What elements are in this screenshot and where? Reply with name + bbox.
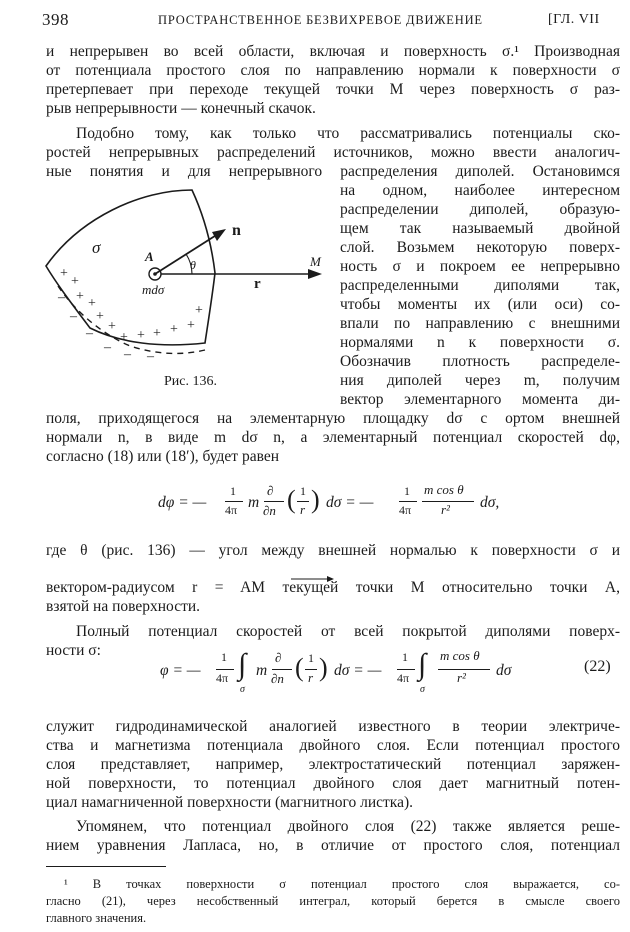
plus-sign: + bbox=[153, 326, 161, 341]
eq1-partial-bar bbox=[264, 501, 284, 502]
text-line: ные понятия и для непрерывного распределения диполей. Остановимся bbox=[46, 163, 620, 180]
label-m: M bbox=[310, 254, 321, 269]
footnote-rule bbox=[46, 866, 166, 867]
eq1-frac1-bar bbox=[225, 501, 243, 502]
text-line: нормалями n к поверхности σ. bbox=[340, 334, 620, 351]
normal-arrowhead bbox=[212, 229, 226, 241]
eq2-frac1-num: 1 bbox=[221, 650, 227, 664]
plus-sign: + bbox=[71, 274, 79, 289]
text-line: взятой на поверхности. bbox=[46, 598, 201, 615]
figure-diagram bbox=[40, 178, 336, 368]
eq2-dsigma: dσ = — bbox=[334, 662, 382, 679]
text-line: ность σ и покроем ее непрерывно bbox=[340, 258, 620, 275]
vector-arrow-am bbox=[290, 570, 334, 578]
eq2-lhs: φ = — bbox=[160, 662, 201, 679]
eq1-frac3-den: r² bbox=[441, 502, 450, 517]
running-title: ПРОСТРАНСТВЕННОЕ БЕЗВИХРЕВОЕ ДВИЖЕНИЕ bbox=[158, 13, 483, 27]
footnote-line: главного значения. bbox=[46, 911, 147, 925]
minus-sign: – bbox=[147, 349, 154, 364]
text-line: ростей непрерывных распределений источников, можно ввести аналогич- bbox=[46, 144, 620, 161]
label-theta: θ bbox=[190, 258, 196, 272]
text-line: и непрерывен во всей области, включая и поверхность σ.¹ Производная bbox=[46, 43, 620, 60]
text-line: претерпевает при переходе текущей точки M через поверхность σ раз- bbox=[46, 81, 620, 98]
text-line: нормали n, в виде m dσ n, а элементарный потенциал скоростей dφ, bbox=[46, 429, 620, 446]
text-line: поля, приходящегося на элементарную площадку dσ с ортом внешней bbox=[46, 410, 620, 427]
minus-sign: – bbox=[58, 290, 65, 305]
text-line: распределенными диполями так, bbox=[340, 277, 620, 294]
plus-sign: + bbox=[137, 328, 145, 343]
plus-sign: + bbox=[76, 289, 84, 304]
eq2-frac1-bar bbox=[216, 669, 234, 670]
plus-sign: + bbox=[108, 319, 116, 334]
eq2-partial-num: ∂ bbox=[275, 650, 282, 665]
eq1-partial-den: ∂n bbox=[263, 503, 276, 518]
equation-number: (22) bbox=[584, 658, 611, 675]
plus-sign: + bbox=[120, 330, 128, 345]
text-line: нием уравнения Лапласа, но, в отличие от простого слоя, потенциал bbox=[46, 837, 620, 854]
text-line: на одном, наиболее интересном bbox=[340, 182, 620, 199]
minus-sign: – bbox=[124, 347, 131, 362]
eq1-frac1-num: 1 bbox=[230, 484, 236, 498]
text-line: слоя представляет, например, электростатический потенциал заряжен- bbox=[46, 756, 620, 773]
eq2-partial-bar bbox=[272, 669, 292, 670]
plus-sign: + bbox=[195, 303, 203, 318]
text-line: рыв непрерывности — конечный скачок. bbox=[46, 100, 316, 117]
footnote-line: ¹ В точках поверхности σ потенциал простого слоя выражается, со- bbox=[64, 877, 620, 891]
eq2-integral-1: ∫ bbox=[238, 648, 247, 681]
text-line: Полный потенциал скоростей от всей покрытой диполями поверх- bbox=[76, 623, 620, 640]
eq1-frac2-bar bbox=[399, 501, 417, 502]
eq2-frac1-den: 4π bbox=[216, 671, 229, 685]
eq1-inner-den: r bbox=[300, 502, 306, 517]
eq2-frac3-num: m cos θ bbox=[440, 648, 480, 663]
figure-caption: Рис. 136. bbox=[164, 374, 217, 389]
eq1-tail: dσ, bbox=[480, 494, 500, 511]
eq1-partial-num: ∂ bbox=[267, 483, 274, 498]
text-line: Обозначив плотность распределе- bbox=[340, 353, 620, 370]
text-line: от потенциала простого слоя по направлению нормали к поверхности σ bbox=[46, 62, 620, 79]
text-line: слой. Возьмем некоторую поверх- bbox=[340, 239, 620, 256]
eq1-paren-left: ( bbox=[287, 485, 296, 514]
minus-sign: – bbox=[104, 340, 111, 355]
eq1-frac2-den: 4π bbox=[399, 503, 412, 517]
text-line: впали по направлению с внешними bbox=[340, 315, 620, 332]
eq1-m: m bbox=[248, 494, 260, 511]
label-sigma: σ bbox=[92, 238, 101, 257]
eq2-paren-right: ) bbox=[319, 653, 328, 682]
eq2-frac2-num: 1 bbox=[402, 650, 408, 664]
text-line: циал намагниченной поверхности (магнитного листка). bbox=[46, 794, 414, 811]
text-line: согласно (18) или (18′), будет равен bbox=[46, 448, 279, 465]
text-line: ной поверхности, то потенциал двойного слоя дает магнитный потен- bbox=[46, 775, 620, 792]
label-n: n bbox=[232, 222, 241, 239]
text-line: служит гидродинамической аналогией известного в теории электриче- bbox=[46, 718, 620, 735]
text-line: Подобно тому, как только что рассматривались потенциалы ско- bbox=[76, 125, 620, 142]
text-line: вектор элементарного момента ди- bbox=[340, 391, 620, 408]
figure-136 bbox=[40, 178, 336, 398]
text-line: распределении диполей, образую- bbox=[340, 201, 620, 218]
chapter-label: [ГЛ. VII bbox=[548, 12, 600, 27]
text-line: чтобы моменты их (или оси) со- bbox=[340, 296, 620, 313]
page-number: 398 bbox=[42, 10, 69, 29]
footnote-line: гласно (21), через несобственный интеграл, который берется в смысле своего bbox=[46, 894, 620, 908]
eq1-dsigma: dσ = — bbox=[326, 494, 374, 511]
label-m-dsigma: mdσ bbox=[142, 282, 165, 297]
plus-sign: + bbox=[96, 309, 104, 324]
plus-sign: + bbox=[170, 322, 178, 337]
text-line: Упомянем, что потенциал двойного слоя (22) также является реше- bbox=[76, 818, 620, 835]
eq1-paren-right: ) bbox=[311, 485, 320, 514]
label-a: A bbox=[145, 249, 154, 264]
radius-arrowhead bbox=[308, 269, 322, 279]
eq2-inner-den: r bbox=[308, 670, 314, 685]
text-line: вектором-радиусом r = AM текущей точки M относительно точки A, bbox=[46, 579, 620, 596]
eq2-tail: dσ bbox=[496, 662, 512, 679]
eq2-integral-2: ∫ bbox=[418, 648, 427, 681]
eq2-frac2-den: 4π bbox=[397, 671, 410, 685]
eq2-integral-2-sub: σ bbox=[420, 684, 425, 695]
eq2-frac3-den: r² bbox=[457, 670, 466, 685]
eq1-frac3-num: m cos θ bbox=[424, 482, 464, 497]
label-r: r bbox=[254, 276, 261, 292]
minus-sign: – bbox=[86, 326, 93, 341]
eq1-frac2-num: 1 bbox=[404, 484, 410, 498]
plus-sign: + bbox=[60, 266, 68, 281]
eq2-frac2-bar bbox=[397, 669, 415, 670]
plus-sign: + bbox=[88, 296, 96, 311]
eq1-frac1-den: 4π bbox=[225, 503, 238, 517]
text-line: ности σ: bbox=[46, 642, 101, 659]
eq1-lhs: dφ = — bbox=[158, 494, 207, 511]
eq2-m: m bbox=[256, 662, 268, 679]
eq2-integral-1-sub: σ bbox=[240, 684, 245, 695]
minus-sign: – bbox=[70, 309, 77, 324]
plus-sign: + bbox=[187, 318, 195, 333]
text-line: ния диполей через m, получим bbox=[340, 372, 620, 389]
text-line: где θ (рис. 136) — угол между внешней нормалью к поверхности σ и bbox=[46, 542, 620, 559]
eq2-partial-den: ∂n bbox=[271, 671, 284, 686]
eq2-inner-num: 1 bbox=[308, 651, 314, 665]
eq2-paren-left: ( bbox=[295, 653, 304, 682]
eq1-inner-num: 1 bbox=[300, 484, 306, 498]
text-line: ства и магнетизма потенциала двойного слоя. Если потенциал простого bbox=[46, 737, 620, 754]
text-line: щем так называемый двойной bbox=[340, 220, 620, 237]
